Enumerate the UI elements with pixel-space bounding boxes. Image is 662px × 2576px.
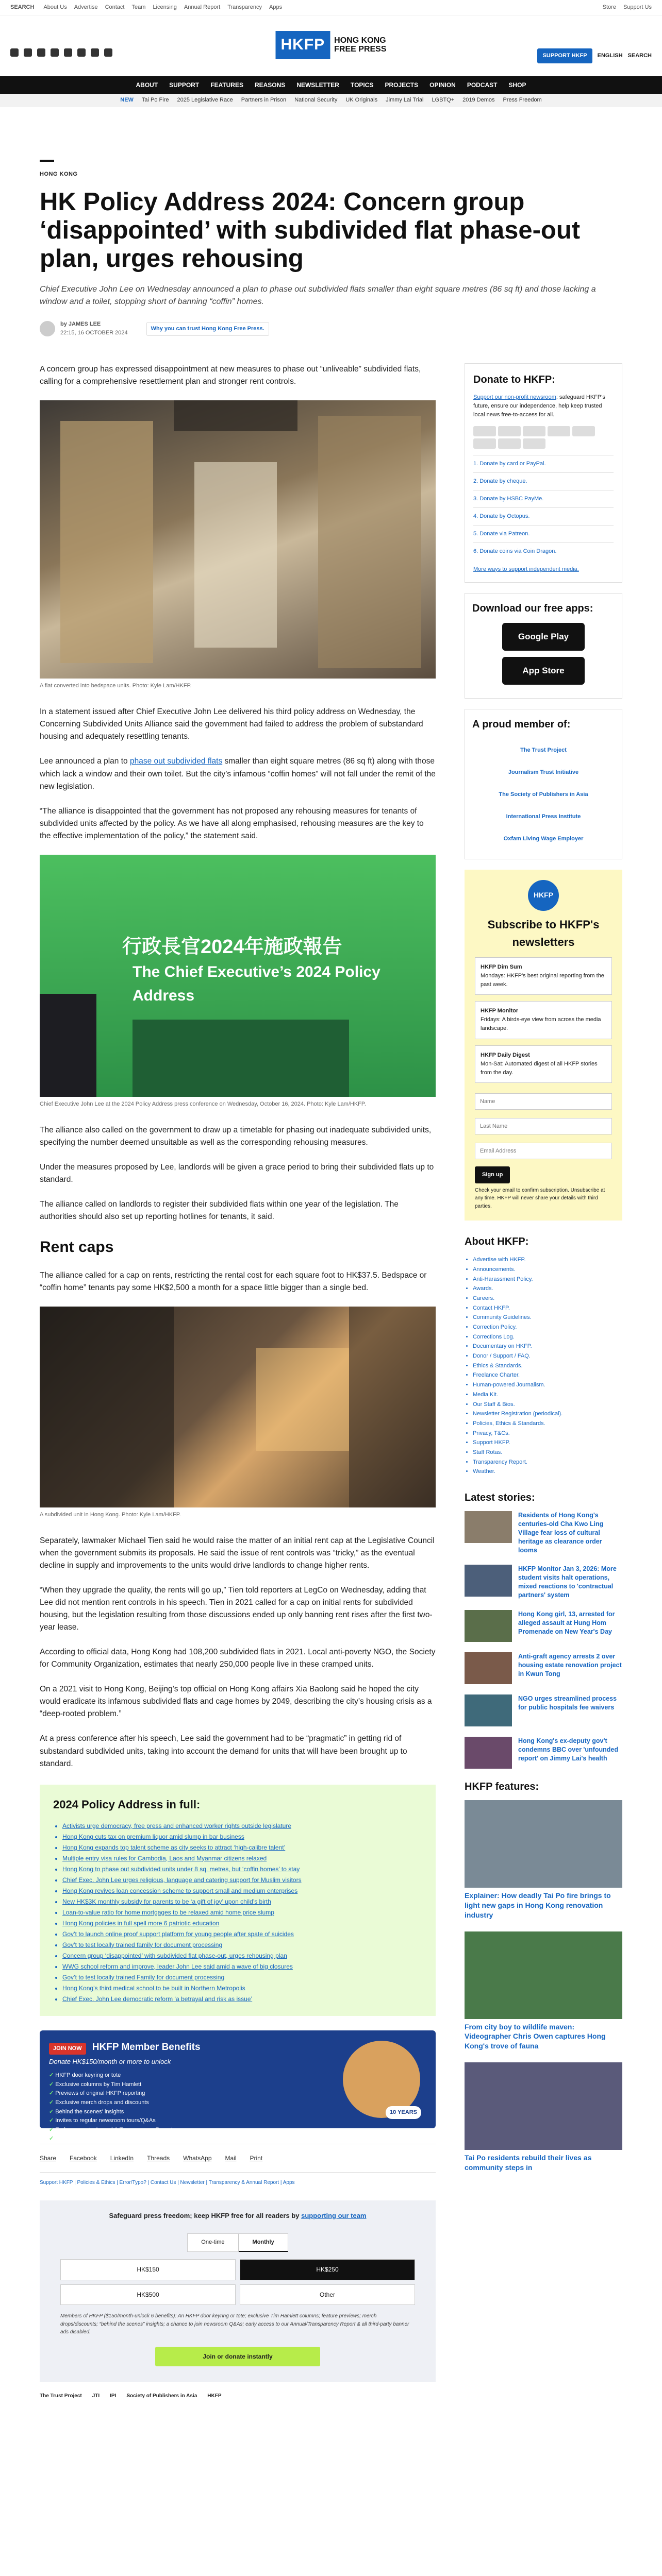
topic-link[interactable]: 2019 Demos bbox=[462, 97, 495, 104]
topic-link[interactable]: Jimmy Lai Trial bbox=[386, 97, 424, 104]
top-utility-bar bbox=[0, 0, 662, 15]
about-link[interactable]: • Transparency Report. bbox=[473, 1458, 622, 1467]
why-trust-link[interactable]: Why you can trust Hong Kong Free Press. bbox=[146, 322, 269, 336]
policy-link[interactable]: • Hong Kong expands top talent scheme as city seeks to attract ‘high-calibre talent’ bbox=[62, 1842, 422, 1853]
newsletter-option[interactable]: HKFP Monitor Fridays: A birds-eye view from across the media landscape. bbox=[475, 1001, 612, 1039]
nav-item[interactable]: FEATURES bbox=[210, 81, 243, 89]
policy-link[interactable]: • Activists urge democracy, free press and enhanced worker rights outside legislature bbox=[62, 1821, 422, 1832]
about-link[interactable]: • Donor / Support / FAQ. bbox=[473, 1351, 622, 1361]
topic-link[interactable]: LGBTQ+ bbox=[432, 97, 455, 104]
amex-icon bbox=[523, 426, 545, 436]
paragraph: The alliance called on landlords to register their subdivided flats within one year of the legislation. The authorities should also set up reporting hotlines for tenants, it said. bbox=[40, 1199, 399, 1221]
about-link[interactable]: • Newsletter Registration (periodical). bbox=[473, 1409, 622, 1419]
share-linkedin[interactable]: LinkedIn bbox=[110, 2154, 134, 2162]
nav-item[interactable]: NEWSLETTER bbox=[296, 81, 339, 89]
newsletter-option[interactable]: HKFP Dim Sum Mondays: HKFP's best original reporting from the past week. bbox=[475, 957, 612, 995]
about-link[interactable]: • Weather. bbox=[473, 1467, 622, 1477]
latest-title: Latest stories: bbox=[465, 1492, 535, 1504]
about-link[interactable]: • Freelance Charter. bbox=[473, 1370, 622, 1380]
proud-logos bbox=[472, 738, 615, 852]
join-donate-button[interactable]: Join or donate instantly bbox=[155, 2347, 320, 2367]
newsletter-option[interactable]: HKFP Daily Digest Mon-Sat: Automated digest of all HKFP stories from the day. bbox=[475, 1045, 612, 1083]
topic-link[interactable]: UK Originals bbox=[345, 97, 378, 104]
perk-item: ✓ All third-party banner ads disabled bbox=[49, 2134, 426, 2144]
about-link[interactable]: • Community Guidelines. bbox=[473, 1313, 622, 1323]
member-title: HKFP Member Benefits bbox=[92, 2041, 201, 2053]
coin-icon bbox=[523, 438, 545, 449]
member-price: Donate HK$150/month or more to unlock bbox=[49, 2058, 171, 2066]
story-item[interactable] bbox=[465, 1511, 622, 1554]
story-thumbnail[interactable] bbox=[465, 1652, 512, 1684]
nav-item[interactable]: OPINION bbox=[429, 81, 456, 89]
story-thumbnail[interactable] bbox=[465, 1737, 512, 1769]
stage-title-zh: 行政長官2024年施政報告 bbox=[122, 936, 342, 958]
donate-option[interactable]: 2. Donate by cheque. bbox=[473, 472, 614, 490]
policy-address-box bbox=[40, 1785, 436, 2016]
more-ways-text bbox=[473, 565, 614, 574]
jti-logo[interactable]: Journalism Trust Initiative bbox=[508, 769, 579, 775]
amount-options bbox=[50, 2259, 425, 2305]
patreon-icon bbox=[498, 438, 521, 449]
app-store-button[interactable]: App Store bbox=[502, 657, 585, 685]
proud-member-box bbox=[465, 709, 622, 859]
sidebar bbox=[465, 363, 622, 2400]
topic-link[interactable]: National Security bbox=[294, 97, 338, 104]
feature-headline[interactable]: Tai Po residents rebuild their lives as community steps in bbox=[465, 2154, 592, 2172]
share-whatsapp[interactable]: WhatsApp bbox=[183, 2154, 212, 2162]
masthead bbox=[0, 15, 662, 76]
share-facebook[interactable]: Facebook bbox=[70, 2154, 97, 2162]
about-link[interactable]: • Corrections Log. bbox=[473, 1332, 622, 1342]
paragraph: Lee announced a plan to phase out subdivided flats smaller than eight square metres (86 sq ft) along with those which lack a window and their own toilet. But the city’s infamous “coffin homes” will not fall under the remit of the new legislation. bbox=[40, 757, 436, 791]
perk-item: ✓ Exclusive merch drops and discounts bbox=[49, 2098, 426, 2108]
story-thumbnail[interactable] bbox=[465, 1511, 512, 1543]
freq-monthly[interactable]: Monthly bbox=[239, 2233, 288, 2252]
oxfam-logo[interactable]: Oxfam Living Wage Employer bbox=[503, 836, 584, 842]
paragraph: “The alliance is disappointed that the government has not proposed any rehousing measures for tenants of subdivided units affected by the policy. As we have all along emphasised, rehousing measures are the key to the effective implementation of the policy,” the statement said. bbox=[40, 806, 424, 840]
feature-image[interactable] bbox=[465, 1800, 622, 1888]
paragraph: A concern group has expressed disappointment at new measures to phase out “unliveable” subdivided flats, calling for a comprehensive resettlement plan and stronger rent controls. bbox=[40, 365, 421, 386]
about-link[interactable]: • Contact HKFP. bbox=[473, 1303, 622, 1313]
partner-logo[interactable]: Society of Publishers in Asia bbox=[126, 2393, 197, 2399]
utility-link[interactable]: Apps bbox=[269, 4, 283, 10]
amount-option-other[interactable]: Other bbox=[240, 2284, 415, 2306]
feature-item[interactable] bbox=[465, 2062, 622, 2173]
utility-right bbox=[603, 3, 652, 12]
share-mail[interactable]: Mail bbox=[225, 2154, 237, 2162]
donate-option[interactable]: 1. Donate by card or PayPal. bbox=[473, 455, 614, 472]
freq-one-time[interactable]: One-time bbox=[187, 2233, 238, 2252]
threads-icon[interactable] bbox=[51, 48, 59, 57]
about-link[interactable]: • Careers. bbox=[473, 1294, 622, 1303]
telegram-icon[interactable] bbox=[91, 48, 99, 57]
subdivided-unit-photo bbox=[40, 1307, 436, 1507]
story-item[interactable] bbox=[465, 1610, 622, 1642]
about-link[interactable]: • Our Staff & Bios. bbox=[473, 1400, 622, 1410]
stage-title-en: The Chief Executive’s 2024 Policy Address bbox=[133, 963, 380, 1005]
perk-item: ✓ HKFP door keyring or tote bbox=[49, 2071, 426, 2080]
publish-date: 22:15, 16 OCTOBER 2024 bbox=[60, 330, 128, 336]
first-name-field[interactable] bbox=[475, 1093, 612, 1110]
policy-link[interactable]: • Gov’t to test locally trained Family for document processing bbox=[62, 1972, 422, 1983]
nav-item[interactable]: TOPICS bbox=[350, 81, 374, 89]
apps-title: Download our free apps: bbox=[472, 602, 593, 614]
story-headline[interactable]: Hong Kong's ex-deputy gov't condemns BBC over 'unfounded report' on Jimmy Lai's health bbox=[518, 1737, 618, 1762]
story-item[interactable] bbox=[465, 1694, 622, 1726]
share-bar bbox=[40, 2144, 436, 2173]
story-headline[interactable]: Anti-graft agency arrests 2 over housing estate renovation project in Kwun Tong bbox=[518, 1652, 622, 1677]
author-name[interactable]: by JAMES LEE bbox=[60, 321, 101, 328]
policy-link[interactable]: • Gov’t to test locally trained family for document processing bbox=[62, 1940, 422, 1951]
topic-bar bbox=[0, 94, 662, 107]
main-nav bbox=[0, 76, 662, 94]
story-headline[interactable]: Hong Kong girl, 13, arrested for alleged assault at Hung Hom Promenade on New Year's Day bbox=[518, 1610, 615, 1635]
donate-box bbox=[465, 363, 622, 582]
paypal-icon bbox=[548, 426, 570, 436]
support-hkfp-button[interactable]: SUPPORT HKFP bbox=[537, 48, 592, 63]
share-print[interactable]: Print bbox=[250, 2154, 263, 2162]
search-link[interactable]: SEARCH bbox=[10, 4, 35, 10]
amount-option-selected[interactable]: HK$250 bbox=[240, 2259, 415, 2280]
site-logo[interactable] bbox=[275, 31, 386, 59]
paragraph: In a statement issued after Chief Executive John Lee delivered his third policy address on Wednesday, the Concerning Subdivided Units Alliance said the government had failed to address the problem of substandard housing and adequately resettling tenants. bbox=[40, 707, 423, 741]
policy-link[interactable]: • New HK$3K monthly subsidy for parents to be ‘a gift of joy’ upon child’s birth bbox=[62, 1896, 422, 1907]
article-category[interactable]: HONG KONG bbox=[40, 171, 78, 177]
bedspace-illustration bbox=[40, 400, 436, 679]
utility-link[interactable]: Contact bbox=[105, 4, 125, 10]
share-label: Share bbox=[40, 2154, 57, 2162]
policy-link[interactable]: • Chief Exec. John Lee urges religious, language and catering support for Muslim visitors bbox=[62, 1875, 422, 1886]
podium bbox=[133, 1020, 349, 1097]
donate-text: Support our non-profit newsroom: safeguard HKFP's future, ensure our independence, help keep trusted local news free-to-access for all. bbox=[473, 394, 605, 418]
about-link[interactable]: • Policies, Ethics & Standards. bbox=[473, 1419, 622, 1429]
support-link[interactable]: Support Us bbox=[623, 4, 652, 10]
page-wrap bbox=[40, 160, 622, 2400]
partner-logo[interactable]: HKFP bbox=[207, 2393, 222, 2399]
support-team-link[interactable]: supporting our team bbox=[301, 2211, 367, 2219]
member-benefits-banner[interactable] bbox=[40, 2030, 436, 2142]
story-headline[interactable]: NGO urges streamlined process for public hospitals fee waivers bbox=[518, 1694, 617, 1711]
story-item[interactable] bbox=[465, 1737, 622, 1769]
policy-link[interactable]: • Hong Kong’s third medical school to be built in Northern Metropolis bbox=[62, 1983, 422, 1994]
bedspace-photo bbox=[40, 400, 436, 679]
donate-option[interactable]: 6. Donate coins via Coin Dragon. bbox=[473, 543, 614, 560]
policy-link[interactable]: • Concern group ‘disappointed’ with subdivided flat phase-out, urges rehousing plan bbox=[62, 1951, 422, 1961]
partner-logo[interactable]: JTI bbox=[92, 2393, 100, 2399]
support-widget bbox=[40, 2200, 436, 2382]
store-link[interactable]: Store bbox=[602, 4, 616, 10]
amount-option[interactable]: HK$150 bbox=[60, 2259, 236, 2280]
article-lede: Chief Executive John Lee on Wednesday announced a plan to phase out subdivided flats smaller than eight square metres (86 sq ft) and those lacking a window and a toilet, stopping short of banning “coffin” homes. bbox=[40, 284, 596, 307]
topic-link[interactable]: Press Freedom bbox=[503, 97, 542, 104]
features-title: HKFP features: bbox=[465, 1781, 539, 1792]
about-link[interactable]: • Human-powered Journalism. bbox=[473, 1380, 622, 1390]
search-button[interactable]: SEARCH bbox=[627, 53, 652, 59]
about-link[interactable]: • Anti-Harassment Policy. bbox=[473, 1275, 622, 1284]
story-item[interactable] bbox=[465, 1565, 622, 1600]
masthead-actions bbox=[537, 48, 652, 63]
feature-headline[interactable]: Explainer: How deadly Tai Po fire brings to light new gaps in Hong Kong renovation industry bbox=[465, 1891, 611, 1919]
policy-link[interactable]: • Hong Kong revives loan concession scheme to support small and medium enterprises bbox=[62, 1886, 422, 1896]
photo-caption: A flat converted into bedspace units. Photo: Kyle Lam/HKFP. bbox=[40, 683, 192, 689]
policy-link[interactable]: • Hong Kong policies in full spell more 6 patriotic education bbox=[62, 1918, 422, 1929]
story-thumbnail[interactable] bbox=[465, 1694, 512, 1726]
newsletter-note: Check your email to confirm subscription. Unsubscribe at any time. HKFP will never share your details with third parties. bbox=[475, 1187, 605, 1209]
newsletter-box bbox=[465, 870, 622, 1221]
donate-option[interactable]: 3. Donate by HSBC PayMe. bbox=[473, 490, 614, 507]
sopa-logo[interactable]: The Society of Publishers in Asia bbox=[499, 791, 588, 798]
youtube-icon[interactable] bbox=[64, 48, 72, 57]
press-conference-photo bbox=[40, 855, 436, 1097]
topic-link[interactable]: 2025 Legislative Race bbox=[177, 97, 233, 104]
photo-caption: A subdivided unit in Hong Kong. Photo: Kyle Lam/HKFP. bbox=[40, 1512, 181, 1518]
new-badge: NEW bbox=[120, 97, 134, 104]
utility-link[interactable]: Annual Report bbox=[184, 4, 221, 10]
byline-text bbox=[60, 320, 128, 337]
google-play-button[interactable]: Google Play bbox=[502, 623, 585, 651]
logo-text: HONG KONG FREE PRESS bbox=[334, 36, 387, 54]
about-links bbox=[465, 1255, 622, 1477]
paragraph: “When they upgrade the quality, the rents will go up,” Tien told reporters at LegCo on Wednesday, adding that Lee did not mention rent controls in his speech. Tien in 2021 called for a cap on initial rents for subdivided housing, but the legislation resulting from those discussions ended up only banning rent rises after the first two-year lease. bbox=[40, 1586, 433, 1632]
policy-link-list bbox=[53, 1821, 422, 2005]
donate-option[interactable]: 4. Donate by Octopus. bbox=[473, 507, 614, 525]
paragraph: At a press conference after his speech, Lee said the government had to be “pragmatic” in getting rid of substandard subdivided units, taking into account the demand for units that will have been brought up to standard. bbox=[40, 1734, 407, 1768]
signup-button[interactable]: Sign up bbox=[475, 1166, 510, 1183]
paragraph: Separately, lawmaker Michael Tien said he would raise the matter of an initial rent cap at the Legislative Council when the government submits its proposals. He said the issue of rent controls was “tricky,” as the eventual decline in supply and improvements to the units would drive landlords to change higher rents. bbox=[40, 1536, 435, 1570]
proud-title: A proud member of: bbox=[472, 718, 571, 730]
ten-years-badge: 10 YEARS bbox=[386, 2106, 421, 2119]
about-link[interactable]: • Awards. bbox=[473, 1284, 622, 1294]
share-threads[interactable]: Threads bbox=[147, 2154, 170, 2162]
x-icon[interactable] bbox=[24, 48, 32, 57]
feature-item[interactable] bbox=[465, 1931, 622, 2052]
newsletter-logo: HKFP bbox=[528, 880, 559, 911]
about-link[interactable]: • Correction Policy. bbox=[473, 1323, 622, 1332]
story-thumbnail[interactable] bbox=[465, 1565, 512, 1597]
policy-link[interactable]: • Hong Kong to phase out subdivided units under 8 sq. metres, but ‘coffin homes’ to stay bbox=[62, 1864, 422, 1875]
about-box bbox=[465, 1234, 622, 1477]
about-title: About HKFP: bbox=[465, 1236, 529, 1248]
perk-item: ✓ Early access to Annual & Transparency Reports bbox=[49, 2126, 426, 2135]
about-link[interactable]: • Documentary on HKFP. bbox=[473, 1342, 622, 1351]
about-link[interactable]: • Ethics & Standards. bbox=[473, 1361, 622, 1371]
feature-item[interactable] bbox=[465, 1800, 622, 1920]
language-switch[interactable]: ENGLISH bbox=[597, 53, 623, 59]
policy-link[interactable]: • Chief Exec. John Lee democratic reform ‘a betrayal and risk as issue’ bbox=[62, 1994, 422, 2005]
photo-caption: Chief Executive John Lee at the 2024 Policy Address press conference on Wednesday, October 16, 2024. Photo: Kyle Lam/HKFP. bbox=[40, 1100, 366, 1107]
email-field[interactable] bbox=[475, 1143, 612, 1159]
policy-link[interactable]: • Multiple entry visa rules for Cambodia, Laos and Myanmar citizens relaxed bbox=[62, 1853, 422, 1864]
apps-box bbox=[465, 593, 622, 699]
topic-link[interactable]: Tai Po Fire bbox=[141, 97, 169, 104]
last-name-field[interactable] bbox=[475, 1118, 612, 1134]
donate-link[interactable]: Support our non-profit newsroom bbox=[473, 394, 556, 401]
linkedin-icon[interactable] bbox=[77, 48, 86, 57]
article-title: HK Policy Address 2024: Concern group ‘disappointed’ with subdivided flat phase-out plan, urges rehousing bbox=[40, 188, 581, 273]
support-title: Safeguard press freedom; keep HKFP free for all readers by supporting our team bbox=[109, 2211, 367, 2219]
hkfp-features bbox=[465, 1779, 622, 2173]
amount-option[interactable]: HK$500 bbox=[60, 2284, 236, 2306]
about-link[interactable]: • Announcements. bbox=[473, 1265, 622, 1275]
content-columns bbox=[40, 363, 622, 2400]
visa-icon bbox=[498, 426, 521, 436]
utility-link[interactable]: About Us bbox=[43, 4, 67, 10]
paragraph: The alliance also called on the government to draw up a timetable for phasing out inadequate subdivided units, specifying the number deemed unsuitable as well as the corresponding rehousing measures. bbox=[40, 1125, 432, 1147]
policy-link[interactable]: • Gov’t to launch online proof support platform for young people after spate of suicides bbox=[62, 1929, 422, 1940]
feature-image[interactable] bbox=[465, 1931, 622, 2019]
logo-mark: HKFP bbox=[275, 31, 330, 59]
section-heading: Rent caps bbox=[40, 1238, 114, 1256]
paragraph: The alliance called for a cap on rents, restricting the rental cost for each square foot to HK$37.5. Bedspace or “coffin home” tenants pay some HK$2,500 a month for a space little bigger than a single bed. bbox=[40, 1271, 427, 1293]
speaker-figure bbox=[40, 994, 96, 1097]
utility-link[interactable]: Team bbox=[131, 4, 146, 10]
about-link[interactable]: • Media Kit. bbox=[473, 1390, 622, 1400]
feature-image[interactable] bbox=[465, 2062, 622, 2150]
utility-link[interactable]: Advertise bbox=[74, 4, 98, 10]
kicker-rule bbox=[40, 160, 54, 162]
social-icons bbox=[10, 48, 112, 57]
nav-item[interactable]: REASONS bbox=[254, 81, 286, 89]
paragraph: On a 2021 visit to Hong Kong, Beijing’s top official on Hong Kong affairs Xia Baolong said he hoped the city would eradicate its infamous subdivided flats and cage homes by 2049, describing the city’s housing crisis as a “deep-rooted problem.” bbox=[40, 1685, 432, 1719]
nav-item[interactable]: PODCAST bbox=[467, 81, 498, 89]
subdivided-illustration bbox=[40, 1307, 436, 1507]
story-thumbnail[interactable] bbox=[465, 1610, 512, 1642]
about-link[interactable]: • Privacy, T&Cs. bbox=[473, 1429, 622, 1438]
policy-link[interactable]: • Hong Kong cuts tax on premium liquor amid slump in bar business bbox=[62, 1832, 422, 1842]
article-body bbox=[40, 363, 436, 2400]
partner-logos bbox=[40, 2392, 436, 2400]
perk-item: ✓ Invites to regular newsroom tours/Q&As bbox=[49, 2116, 426, 2126]
facebook-icon[interactable] bbox=[10, 48, 19, 57]
about-link[interactable]: • Staff Rotas. bbox=[473, 1448, 622, 1458]
nav-item[interactable]: ABOUT bbox=[136, 81, 158, 89]
utility-links bbox=[43, 3, 282, 12]
paragraph: According to official data, Hong Kong had 108,200 subdivided flats in 2021. Local anti-poverty NGO, the Society for Community Organization, estimates that nearly 250,000 people live in these cramped units. bbox=[40, 1648, 436, 1669]
payment-icons bbox=[473, 426, 614, 449]
policy-link[interactable]: • Loan-to-value ratio for home mortgages to be relaxed amid home price slump bbox=[62, 1907, 422, 1918]
latest-stories bbox=[465, 1490, 622, 1769]
payme-icon bbox=[572, 426, 595, 436]
trust-project-logo[interactable]: The Trust Project bbox=[520, 747, 567, 753]
byline bbox=[40, 320, 622, 337]
partner-logo[interactable]: IPI bbox=[110, 2393, 117, 2399]
donate-title: Donate to HKFP: bbox=[473, 374, 555, 386]
story-item[interactable] bbox=[465, 1652, 622, 1684]
about-link[interactable]: • Advertise with HKFP. bbox=[473, 1255, 622, 1265]
about-link[interactable]: • Support HKFP. bbox=[473, 1438, 622, 1448]
rss-icon[interactable] bbox=[104, 48, 112, 57]
author-avatar bbox=[40, 321, 55, 336]
more-ways-link[interactable]: More ways to support independent media. bbox=[473, 566, 579, 572]
perk-item: ✓ Behind the scenes' insights bbox=[49, 2108, 426, 2117]
nav-item[interactable]: SUPPORT bbox=[169, 81, 200, 89]
join-now-badge[interactable]: JOIN NOW bbox=[49, 2043, 86, 2055]
feature-headline[interactable]: From city boy to wildlife maven: Videographer Chris Owen captures Hong Kong's trove of fauna bbox=[465, 2022, 606, 2050]
nav-item[interactable]: PROJECTS bbox=[385, 81, 419, 89]
utility-link[interactable]: Transparency bbox=[227, 4, 262, 10]
mastercard-icon bbox=[473, 426, 496, 436]
story-headline[interactable]: HKFP Monitor Jan 3, 2026: More student visits halt operations, mixed reactions to 'contractual partners' system bbox=[518, 1565, 617, 1599]
story-headline[interactable]: Residents of Hong Kong's centuries-old Cha Kwo Ling Village fear loss of cultural heritage as clearance order looms bbox=[518, 1512, 604, 1554]
frequency-toggle bbox=[50, 2233, 425, 2252]
instagram-icon[interactable] bbox=[37, 48, 45, 57]
paragraph: Under the measures proposed by Lee, landlords will be given a grace period to bring their subdivided flats up to standard. bbox=[40, 1162, 434, 1184]
octopus-icon bbox=[473, 438, 496, 449]
ipi-logo[interactable]: International Press Institute bbox=[506, 813, 581, 820]
member-note: Members of HKFP ($150/month-unlock 6 benefits): An HKFP door keyring or tote; exclusive Tim Hamlett columns; feature previews; merch drops/discounts; “behind the scenes” insights; a chance to join newsroom Q&As; early access to our Annual/Transparency Report & all third-party banner ads disabled. bbox=[60, 2313, 409, 2335]
utility-link[interactable]: Licensing bbox=[153, 4, 177, 10]
policy-box-title: 2024 Policy Address in full: bbox=[53, 1798, 201, 1811]
donate-option[interactable]: 5. Donate via Patreon. bbox=[473, 525, 614, 543]
partner-logo[interactable]: The Trust Project bbox=[40, 2393, 82, 2399]
perk-item: ✓ Previews of original HKFP reporting bbox=[49, 2089, 426, 2098]
newsletter-title: Subscribe to HKFP's newsletters bbox=[487, 918, 600, 949]
nav-item[interactable]: SHOP bbox=[508, 81, 526, 89]
article-footer-links[interactable]: Support HKFP | Policies & Ethics | Error/Typo? | Contact Us | Newsletter | Transparency & Annual Report | Apps bbox=[40, 2180, 295, 2186]
policy-link[interactable]: • WWG school reform and improve, leader John Lee said amid a wave of big closures bbox=[62, 1961, 422, 1972]
perk-item: ✓ Exclusive columns by Tim Hamlett bbox=[49, 2080, 426, 2090]
topic-link[interactable]: Partners in Prison bbox=[241, 97, 287, 104]
inline-link[interactable]: phase out subdivided flats bbox=[129, 757, 223, 766]
